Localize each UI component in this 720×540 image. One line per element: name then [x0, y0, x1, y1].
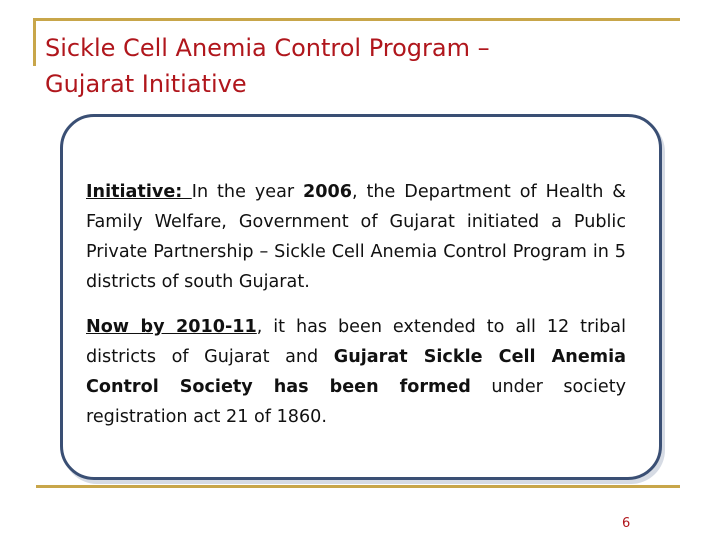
- now-by-label: Now by 2010-11: [86, 317, 257, 337]
- left-rule: [33, 18, 36, 66]
- year-2006: 2006: [303, 182, 352, 202]
- title-line-2: Gujarat Initiative: [45, 70, 247, 98]
- paragraph-initiative: [86, 177, 626, 297]
- paragraph1-text-a: In the year: [191, 182, 304, 202]
- slide-title: [45, 30, 685, 102]
- bottom-rule: [36, 485, 680, 488]
- paragraph-extension: [86, 312, 626, 432]
- top-rule: [36, 18, 680, 21]
- paragraph2-text-b: under society registration act 21 of 1860.: [86, 377, 626, 427]
- title-line-1: Sickle Cell Anemia Control Program –: [45, 34, 490, 62]
- initiative-label: Initiative:: [86, 182, 192, 202]
- paragraph1-text-b: , the Department of Health & Family Welfare, Government of Gujarat initiated a Public Private Partnership – Sickle Cell Anemia Control Program in 5 districts of south Gujarat.: [86, 182, 627, 292]
- page-number: 6: [622, 516, 631, 531]
- paragraph2-text-a: , it has been extended to all 12 tribal districts of Gujarat and: [86, 317, 626, 367]
- society-bold-text: Gujarat Sickle Cell Anemia Control Society has been formed: [86, 347, 626, 397]
